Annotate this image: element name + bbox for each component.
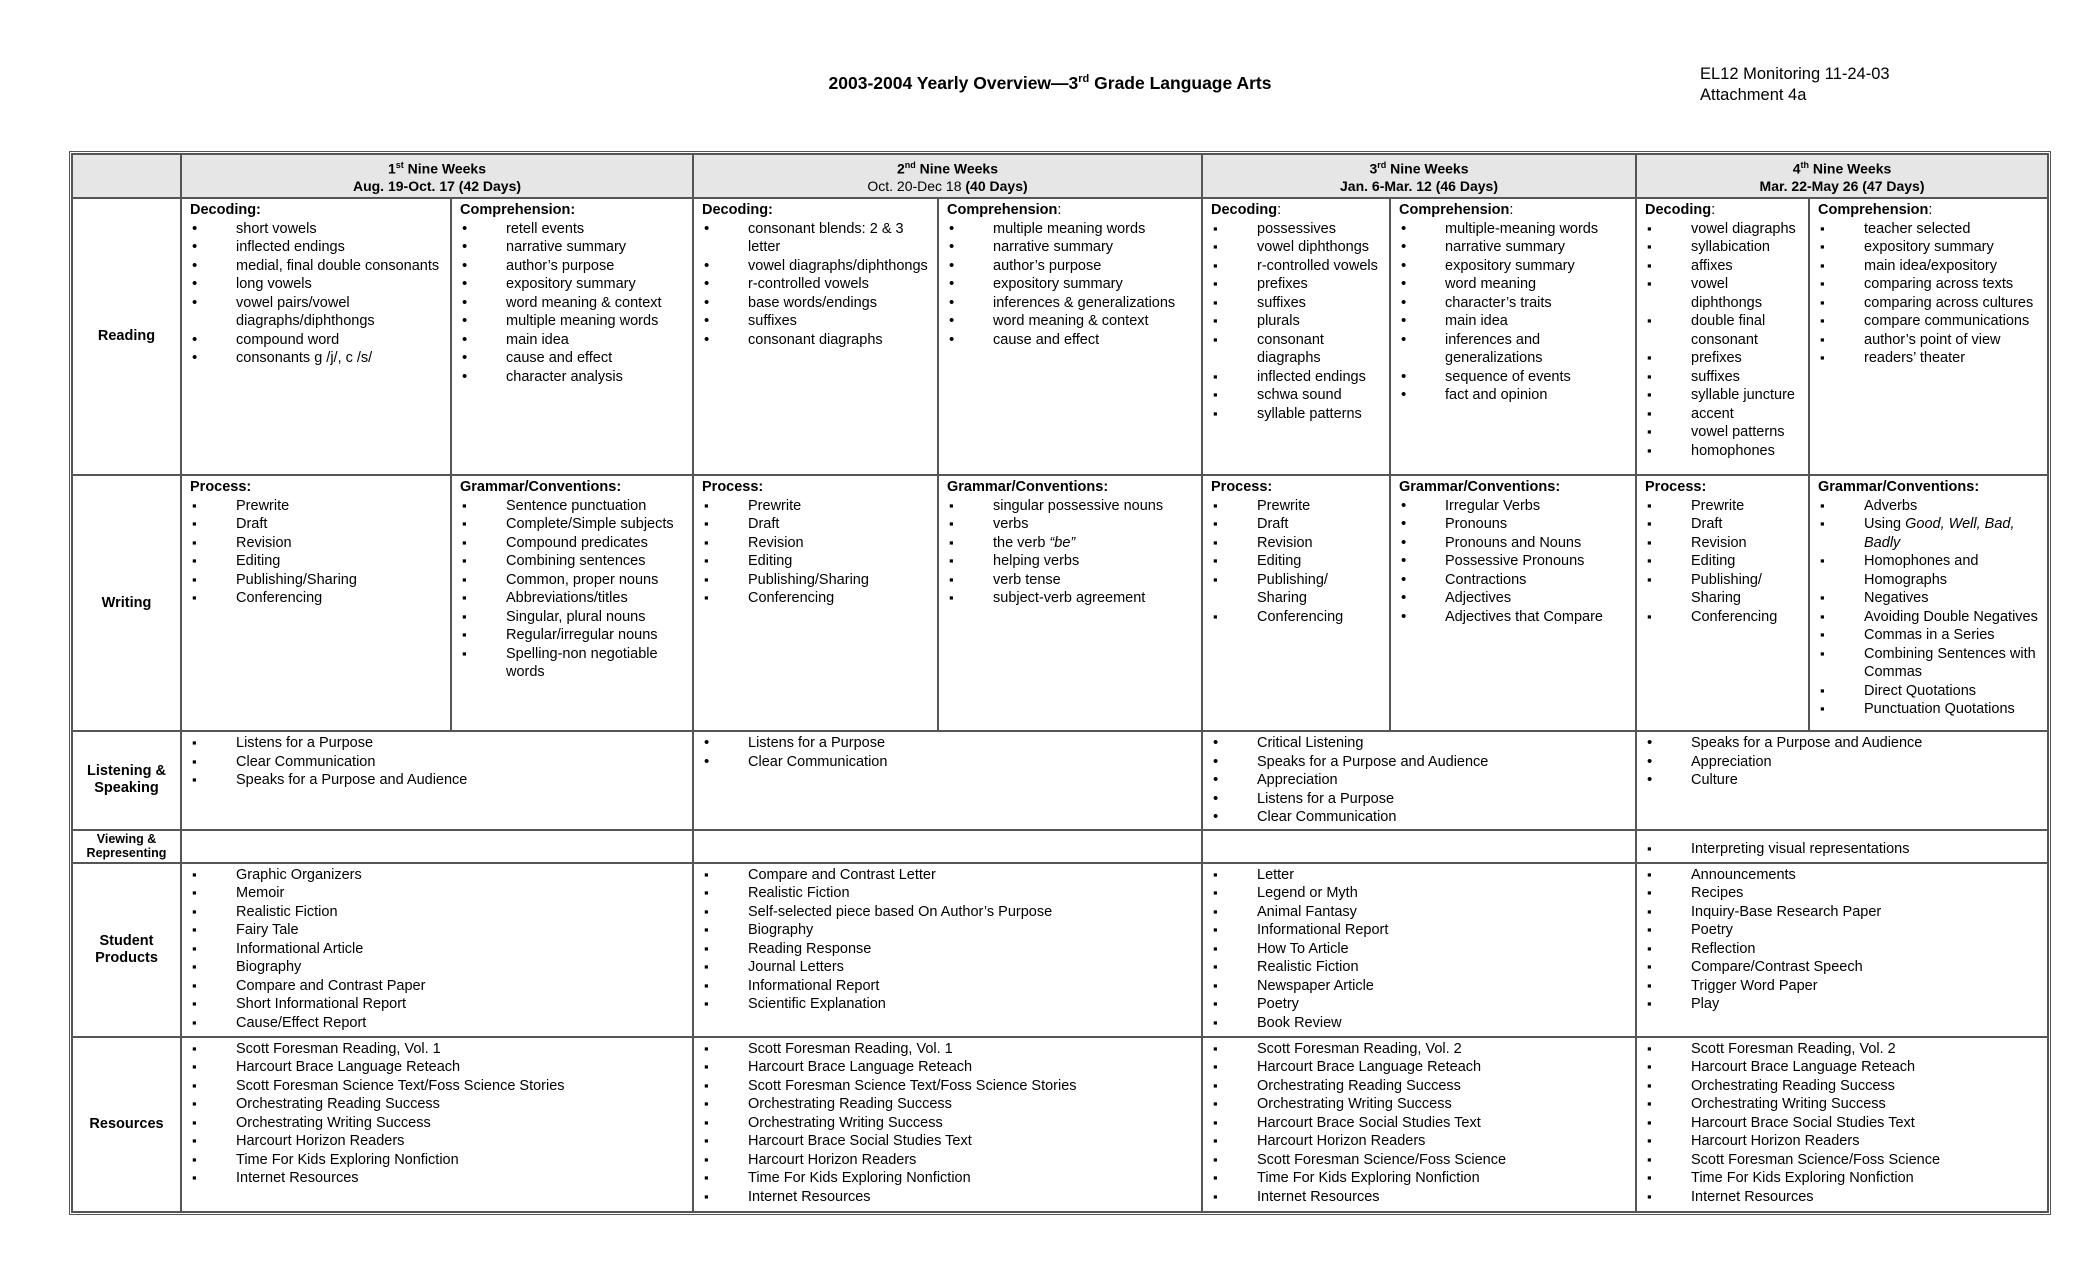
list-item: • multiple meaning words: [947, 220, 1193, 239]
list-item: ▪ Harcourt Brace Language Reteach: [190, 1058, 684, 1077]
list-item: • Culture: [1645, 771, 2039, 790]
list-item: ▪ r-controlled vowels: [1211, 257, 1381, 276]
list-item: ▪ Sentence punctuation: [460, 497, 684, 516]
list-item: • sequence of events: [1399, 368, 1627, 387]
list-item: • long vowels: [190, 275, 442, 294]
list-item: • r-controlled vowels: [702, 275, 929, 294]
list-item: ▪ vowel diphthongs: [1645, 275, 1800, 312]
list-item: ▪ Speaks for a Purpose and Audience: [190, 771, 684, 790]
list-item: ▪ Conferencing: [190, 589, 442, 608]
list-item: ▪ Poetry: [1645, 921, 2039, 940]
monitoring-note: [1700, 64, 1890, 106]
list-item: ▪ author’s point of view: [1818, 331, 2039, 350]
list-item: ▪ Informational Report: [1211, 921, 1627, 940]
list-item: ▪ Conferencing: [1211, 608, 1381, 627]
list-item: • compound word: [190, 331, 442, 350]
reading-q3-comprehension: Comprehension: • multiple-meaning words • narrative summary • expository summary • word meaning • character’s traits • main idea • inferences and generalizations • sequence of events • fact and opinion: [1390, 198, 1636, 475]
list-item: ▪ Time For Kids Exploring Nonfiction: [702, 1169, 1193, 1188]
list-item: ▪ Using Good, Well, Bad, Badly: [1818, 515, 2039, 552]
attachment-line: Attachment 4a: [1700, 86, 1807, 104]
monitoring-line: EL12 Monitoring 11-24-03: [1700, 65, 1890, 83]
list-item: • vowel diagraphs/diphthongs: [702, 257, 929, 276]
list-item: ▪ Scott Foresman Reading, Vol. 1: [190, 1040, 684, 1059]
list-item: • inferences & generalizations: [947, 294, 1193, 313]
list-item: ▪ Legend or Myth: [1211, 884, 1627, 903]
list-item: ▪ Clear Communication: [190, 753, 684, 772]
list-item: • Adjectives: [1399, 589, 1627, 608]
list-item: • retell events: [460, 220, 684, 239]
list-item: ▪ Fairy Tale: [190, 921, 684, 940]
list-item: ▪ Publishing/Sharing: [702, 571, 929, 590]
viewing-q3: [1202, 830, 1636, 863]
list-item: • suffixes: [702, 312, 929, 331]
list-item: • Speaks for a Purpose and Audience: [1211, 753, 1627, 772]
reading-q4-comprehension: Comprehension: ▪ teacher selected ▪ expository summary ▪ main idea/expository ▪ comparing across texts ▪ comparing across cultures ▪ compare communications ▪ author’s point of view ▪ readers’ theater: [1809, 198, 2048, 475]
list-item: ▪ Spelling-non negotiable words: [460, 645, 684, 682]
list-item: ▪ Newspaper Article: [1211, 977, 1627, 996]
list-item: ▪ Harcourt Brace Language Reteach: [702, 1058, 1193, 1077]
list-item: ▪ Direct Quotations: [1818, 682, 2039, 701]
writing-q1-process: Process: ▪ Prewrite ▪ Draft ▪ Revision ▪ Editing ▪ Publishing/Sharing ▪ Conferencing: [181, 475, 451, 731]
list-item: ▪ Editing: [1645, 552, 1800, 571]
list-item: ▪ Realistic Fiction: [1211, 958, 1627, 977]
list-item: • consonant diagraphs: [702, 331, 929, 350]
list-item: ▪ Harcourt Brace Social Studies Text: [1211, 1114, 1627, 1133]
list-item: • word meaning: [1399, 275, 1627, 294]
list-item: • character’s traits: [1399, 294, 1627, 313]
reading-q3-decoding: Decoding: ▪ possessives ▪ vowel diphthongs ▪ r-controlled vowels ▪ prefixes ▪ suffixes ▪ plurals ▪ consonant diagraphs ▪ inflected endings ▪ schwa sound ▪ syllable patterns: [1202, 198, 1390, 475]
list-item: ▪ Harcourt Horizon Readers: [1645, 1132, 2039, 1151]
list-item: ▪ Biography: [702, 921, 1193, 940]
list-item: ▪ Internet Resources: [190, 1169, 684, 1188]
list-item: ▪ Internet Resources: [1645, 1188, 2039, 1207]
list-item: • fact and opinion: [1399, 386, 1627, 405]
list-item: ▪ Time For Kids Exploring Nonfiction: [1645, 1169, 2039, 1188]
list-item: ▪ Scott Foresman Reading, Vol. 1: [702, 1040, 1193, 1059]
list-item: ▪ Homophones and Homographs: [1818, 552, 2039, 589]
list-item: • inferences and generalizations: [1399, 331, 1627, 368]
list-item: ▪ Animal Fantasy: [1211, 903, 1627, 922]
list-item: ▪ Harcourt Brace Social Studies Text: [1645, 1114, 2039, 1133]
list-item: ▪ vowel diagraphs: [1645, 220, 1800, 239]
row-label-writing: Writing: [72, 475, 181, 731]
list-item: ▪ Revision: [1645, 534, 1800, 553]
list-item: • expository summary: [947, 275, 1193, 294]
list-item: ▪ Compare and Contrast Paper: [190, 977, 684, 996]
list-item: ▪ Draft: [702, 515, 929, 534]
list-item: ▪ consonant diagraphs: [1211, 331, 1381, 368]
list-item: • Irregular Verbs: [1399, 497, 1627, 516]
list-item: ▪ Letter: [1211, 866, 1627, 885]
list-item: ▪ Draft: [190, 515, 442, 534]
list-item: ▪ teacher selected: [1818, 220, 2039, 239]
row-label-reading: Reading: [72, 198, 181, 475]
list-item: ▪ Scott Foresman Science/Foss Science: [1211, 1151, 1627, 1170]
list-item: ▪ syllable juncture: [1645, 386, 1800, 405]
list-item: • narrative summary: [460, 238, 684, 257]
list-item: ▪ Revision: [190, 534, 442, 553]
list-item: ▪ Poetry: [1211, 995, 1627, 1014]
column-header-q3: 3rd Nine Weeks Jan. 6-Mar. 12 (46 Days): [1202, 154, 1636, 198]
list-item: • consonant blends: 2 & 3 letter: [702, 220, 929, 257]
list-item: ▪ double final consonant: [1645, 312, 1800, 349]
products-q2: [693, 863, 1202, 1037]
document-title: 2003-2004 Yearly Overview—3rd Grade Language Arts: [828, 73, 1272, 93]
viewing-q1: [181, 830, 693, 863]
row-label-viewing-representing: Viewing & Representing: [72, 830, 181, 863]
list-item: ▪ helping verbs: [947, 552, 1193, 571]
list-item: ▪ prefixes: [1211, 275, 1381, 294]
list-item: ▪ Scott Foresman Reading, Vol. 2: [1645, 1040, 2039, 1059]
list-item: • multiple-meaning words: [1399, 220, 1627, 239]
list-item: ▪ Short Informational Report: [190, 995, 684, 1014]
reading-q1-decoding: Decoding: • short vowels • inflected endings • medial, final double consonants • long vowels • vowel pairs/vowel diagraphs/diphthongs • compound word • consonants g /j/, c /s/: [181, 198, 451, 475]
reading-q4-decoding: Decoding: ▪ vowel diagraphs ▪ syllabication ▪ affixes ▪ vowel diphthongs ▪ double final consonant ▪ prefixes ▪ suffixes ▪ syllable juncture ▪ accent ▪ vowel patterns ▪ homophones: [1636, 198, 1809, 475]
list-item: ▪ Cause/Effect Report: [190, 1014, 684, 1033]
list-item: ▪ expository summary: [1818, 238, 2039, 257]
list-item: ▪ Draft: [1645, 515, 1800, 534]
listening-q3: [1202, 731, 1636, 830]
writing-q2-process: Process: ▪ Prewrite ▪ Draft ▪ Revision ▪ Editing ▪ Publishing/Sharing ▪ Conferencing: [693, 475, 938, 731]
list-item: ▪ Listens for a Purpose: [190, 734, 684, 753]
list-item: • cause and effect: [460, 349, 684, 368]
list-item: • word meaning & context: [947, 312, 1193, 331]
column-header-q2: 2nd Nine Weeks Oct. 20-Dec 18 (40 Days): [693, 154, 1202, 198]
list-item: ▪ Prewrite: [702, 497, 929, 516]
writing-q2-grammar: Grammar/Conventions: ▪ singular possessive nouns ▪ verbs ▪ the verb “be” ▪ helping verbs ▪ verb tense ▪ subject-verb agreement: [938, 475, 1202, 731]
list-item: • Speaks for a Purpose and Audience: [1645, 734, 2039, 753]
list-item: ▪ Abbreviations/titles: [460, 589, 684, 608]
list-item: ▪ vowel patterns: [1645, 423, 1800, 442]
list-item: ▪ Reflection: [1645, 940, 2039, 959]
list-item: ▪ Orchestrating Reading Success: [190, 1095, 684, 1114]
list-item: ▪ Negatives: [1818, 589, 2039, 608]
listening-q4: [1636, 731, 2048, 830]
list-item: ▪ plurals: [1211, 312, 1381, 331]
list-item: ▪ Conferencing: [702, 589, 929, 608]
list-item: ▪ Orchestrating Reading Success: [1211, 1077, 1627, 1096]
writing-q3-process: Process: ▪ Prewrite ▪ Draft ▪ Revision ▪ Editing ▪ Publishing/ Sharing ▪ Conferencing: [1202, 475, 1390, 731]
yearly-overview-table: [69, 151, 2051, 1215]
list-item: ▪ Orchestrating Writing Success: [1211, 1095, 1627, 1114]
list-item: ▪ accent: [1645, 405, 1800, 424]
list-item: ▪ Orchestrating Writing Success: [702, 1114, 1193, 1133]
list-item: ▪ Compare/Contrast Speech: [1645, 958, 2039, 977]
list-item: ▪ possessives: [1211, 220, 1381, 239]
products-q3: [1202, 863, 1636, 1037]
list-item: ▪ Internet Resources: [702, 1188, 1193, 1207]
list-item: ▪ comparing across cultures: [1818, 294, 2039, 313]
list-item: • expository summary: [460, 275, 684, 294]
list-item: ▪ Publishing/ Sharing: [1645, 571, 1800, 608]
list-item: ▪ main idea/expository: [1818, 257, 2039, 276]
list-item: ▪ Inquiry-Base Research Paper: [1645, 903, 2039, 922]
viewing-q2: [693, 830, 1202, 863]
list-item: ▪ Orchestrating Reading Success: [702, 1095, 1193, 1114]
list-item: • narrative summary: [947, 238, 1193, 257]
list-item: ▪ Scientific Explanation: [702, 995, 1193, 1014]
list-item: ▪ Reading Response: [702, 940, 1193, 959]
list-item: ▪ readers’ theater: [1818, 349, 2039, 368]
list-item: ▪ Publishing/Sharing: [190, 571, 442, 590]
resources-q3: [1202, 1037, 1636, 1212]
list-item: ▪ Prewrite: [1211, 497, 1381, 516]
list-item: ▪ Realistic Fiction: [702, 884, 1193, 903]
list-item: • author’s purpose: [947, 257, 1193, 276]
list-item: ▪ Graphic Organizers: [190, 866, 684, 885]
list-item: ▪ Book Review: [1211, 1014, 1627, 1033]
list-item: ▪ Draft: [1211, 515, 1381, 534]
list-item: ▪ Complete/Simple subjects: [460, 515, 684, 534]
list-item: ▪ verb tense: [947, 571, 1193, 590]
listening-q1: [181, 731, 693, 830]
list-item: • medial, final double consonants: [190, 257, 442, 276]
list-item: ▪ Trigger Word Paper: [1645, 977, 2039, 996]
list-item: ▪ Regular/irregular nouns: [460, 626, 684, 645]
list-item: ▪ Realistic Fiction: [190, 903, 684, 922]
list-item: ▪ Editing: [1211, 552, 1381, 571]
list-item: ▪ Harcourt Brace Language Reteach: [1211, 1058, 1627, 1077]
column-header-q4: 4th Nine Weeks Mar. 22-May 26 (47 Days): [1636, 154, 2048, 198]
list-item: • Clear Communication: [1211, 808, 1627, 827]
list-item: ▪ Revision: [1211, 534, 1381, 553]
list-item: ▪ Combining Sentences with Commas: [1818, 645, 2039, 682]
list-item: ▪ Prewrite: [1645, 497, 1800, 516]
list-item: ▪ syllabication: [1645, 238, 1800, 257]
list-item: • inflected endings: [190, 238, 442, 257]
list-item: • narrative summary: [1399, 238, 1627, 257]
list-item: ▪ Scott Foresman Reading, Vol. 2: [1211, 1040, 1627, 1059]
list-item: ▪ Memoir: [190, 884, 684, 903]
list-item: ▪ Journal Letters: [702, 958, 1193, 977]
list-item: ▪ How To Article: [1211, 940, 1627, 959]
list-item: ▪ Self-selected piece based On Author’s Purpose: [702, 903, 1193, 922]
list-item: • Contractions: [1399, 571, 1627, 590]
list-item: ▪ Commas in a Series: [1818, 626, 2039, 645]
list-item: • base words/endings: [702, 294, 929, 313]
list-item: ▪ Internet Resources: [1211, 1188, 1627, 1207]
list-item: ▪ Scott Foresman Science Text/Foss Science Stories: [190, 1077, 684, 1096]
list-item: ▪ suffixes: [1645, 368, 1800, 387]
list-item: ▪ Singular, plural nouns: [460, 608, 684, 627]
corner-cell: [72, 154, 181, 198]
row-label-student-products: Student Products: [72, 863, 181, 1037]
list-item: ▪ Editing: [190, 552, 442, 571]
list-item: • Appreciation: [1211, 771, 1627, 790]
list-item: ▪ suffixes: [1211, 294, 1381, 313]
list-item: • vowel pairs/vowel diagraphs/diphthongs: [190, 294, 442, 331]
list-item: ▪ Compound predicates: [460, 534, 684, 553]
list-item: • main idea: [1399, 312, 1627, 331]
list-item: ▪ syllable patterns: [1211, 405, 1381, 424]
list-item: ▪ singular possessive nouns: [947, 497, 1193, 516]
list-item: • Pronouns: [1399, 515, 1627, 534]
list-item: ▪ Prewrite: [190, 497, 442, 516]
list-item: • Listens for a Purpose: [1211, 790, 1627, 809]
viewing-q4: [1636, 830, 2048, 863]
reading-q2-decoding: Decoding: • consonant blends: 2 & 3 letter • vowel diagraphs/diphthongs • r-controlled vowels • base words/endings • suffixes • consonant diagraphs: [693, 198, 938, 475]
list-item: ▪ Publishing/ Sharing: [1211, 571, 1381, 608]
list-item: • main idea: [460, 331, 684, 350]
list-item: ▪ Interpreting visual representations: [1645, 840, 2039, 859]
list-item: ▪ Informational Article: [190, 940, 684, 959]
list-item: • Clear Communication: [702, 753, 1193, 772]
list-item: ▪ the verb “be”: [947, 534, 1193, 553]
list-item: • character analysis: [460, 368, 684, 387]
list-item: • Pronouns and Nouns: [1399, 534, 1627, 553]
list-item: ▪ Time For Kids Exploring Nonfiction: [1211, 1169, 1627, 1188]
list-item: • consonants g /j/, c /s/: [190, 349, 442, 368]
products-q1: [181, 863, 693, 1037]
list-item: ▪ Punctuation Quotations: [1818, 700, 2039, 719]
list-item: ▪ Combining sentences: [460, 552, 684, 571]
list-item: ▪ comparing across texts: [1818, 275, 2039, 294]
resources-q4: [1636, 1037, 2048, 1212]
resources-q1: [181, 1037, 693, 1212]
writing-q4-process: Process: ▪ Prewrite ▪ Draft ▪ Revision ▪ Editing ▪ Publishing/ Sharing ▪ Conferencing: [1636, 475, 1809, 731]
list-item: ▪ Common, proper nouns: [460, 571, 684, 590]
list-item: ▪ Harcourt Horizon Readers: [190, 1132, 684, 1151]
column-header-q1: 1st Nine Weeks Aug. 19-Oct. 17 (42 Days): [181, 154, 693, 198]
list-item: • author’s purpose: [460, 257, 684, 276]
list-item: • Adjectives that Compare: [1399, 608, 1627, 627]
list-item: • Possessive Pronouns: [1399, 552, 1627, 571]
list-item: • Appreciation: [1645, 753, 2039, 772]
list-item: ▪ Scott Foresman Science/Foss Science: [1645, 1151, 2039, 1170]
list-item: ▪ Avoiding Double Negatives: [1818, 608, 2039, 627]
list-item: ▪ Harcourt Horizon Readers: [702, 1151, 1193, 1170]
reading-q2-comprehension: Comprehension: • multiple meaning words • narrative summary • author’s purpose • expository summary • inferences & generalizations • word meaning & context • cause and effect: [938, 198, 1202, 475]
list-item: • Listens for a Purpose: [702, 734, 1193, 753]
list-item: ▪ compare communications: [1818, 312, 2039, 331]
list-item: ▪ Compare and Contrast Letter: [702, 866, 1193, 885]
writing-q4-grammar: Grammar/Conventions: ▪ Adverbs ▪ Using Good, Well, Bad, Badly ▪ Homophones and Homographs ▪ Negatives ▪ Avoiding Double Negatives ▪ Commas in a Series ▪ Combining Sentences with Commas ▪ Direct Quotations ▪ Punctuation Quotations: [1809, 475, 2048, 731]
list-item: ▪ inflected endings: [1211, 368, 1381, 387]
list-item: ▪ Adverbs: [1818, 497, 2039, 516]
list-item: • word meaning & context: [460, 294, 684, 313]
list-item: • short vowels: [190, 220, 442, 239]
list-item: ▪ subject-verb agreement: [947, 589, 1193, 608]
list-item: ▪ schwa sound: [1211, 386, 1381, 405]
list-item: ▪ Conferencing: [1645, 608, 1800, 627]
list-item: ▪ Orchestrating Writing Success: [1645, 1095, 2039, 1114]
list-item: ▪ prefixes: [1645, 349, 1800, 368]
list-item: ▪ Harcourt Brace Language Reteach: [1645, 1058, 2039, 1077]
writing-q3-grammar: Grammar/Conventions: • Irregular Verbs • Pronouns • Pronouns and Nouns • Possessive Pronouns • Contractions • Adjectives • Adjectives that Compare: [1390, 475, 1636, 731]
list-item: ▪ verbs: [947, 515, 1193, 534]
list-item: ▪ Orchestrating Writing Success: [190, 1114, 684, 1133]
writing-q1-grammar: Grammar/Conventions: ▪ Sentence punctuation ▪ Complete/Simple subjects ▪ Compound predicates ▪ Combining sentences ▪ Common, proper nouns ▪ Abbreviations/titles ▪ Singular, plural nouns ▪ Regular/irregular nouns ▪ Spelling-non negotiable words: [451, 475, 693, 731]
list-item: • Critical Listening: [1211, 734, 1627, 753]
reading-q1-comprehension: Comprehension: • retell events • narrative summary • author’s purpose • expository summary • word meaning & context • multiple meaning words • main idea • cause and effect • character analysis: [451, 198, 693, 475]
listening-q2: [693, 731, 1202, 830]
list-item: ▪ Harcourt Horizon Readers: [1211, 1132, 1627, 1151]
list-item: ▪ Orchestrating Reading Success: [1645, 1077, 2039, 1096]
list-item: ▪ Revision: [702, 534, 929, 553]
resources-q2: [693, 1037, 1202, 1212]
list-item: ▪ homophones: [1645, 442, 1800, 461]
list-item: ▪ Play: [1645, 995, 2039, 1014]
list-item: ▪ Announcements: [1645, 866, 2039, 885]
row-label-listening-speaking: Listening & Speaking: [72, 731, 181, 830]
list-item: ▪ Scott Foresman Science Text/Foss Science Stories: [702, 1077, 1193, 1096]
list-item: • multiple meaning words: [460, 312, 684, 331]
list-item: ▪ Editing: [702, 552, 929, 571]
list-item: ▪ Recipes: [1645, 884, 2039, 903]
list-item: ▪ affixes: [1645, 257, 1800, 276]
list-item: ▪ vowel diphthongs: [1211, 238, 1381, 257]
list-item: ▪ Informational Report: [702, 977, 1193, 996]
list-item: • cause and effect: [947, 331, 1193, 350]
list-item: ▪ Biography: [190, 958, 684, 977]
products-q4: [1636, 863, 2048, 1037]
list-item: ▪ Harcourt Brace Social Studies Text: [702, 1132, 1193, 1151]
list-item: ▪ Time For Kids Exploring Nonfiction: [190, 1151, 684, 1170]
row-label-resources: Resources: [72, 1037, 181, 1212]
list-item: • expository summary: [1399, 257, 1627, 276]
